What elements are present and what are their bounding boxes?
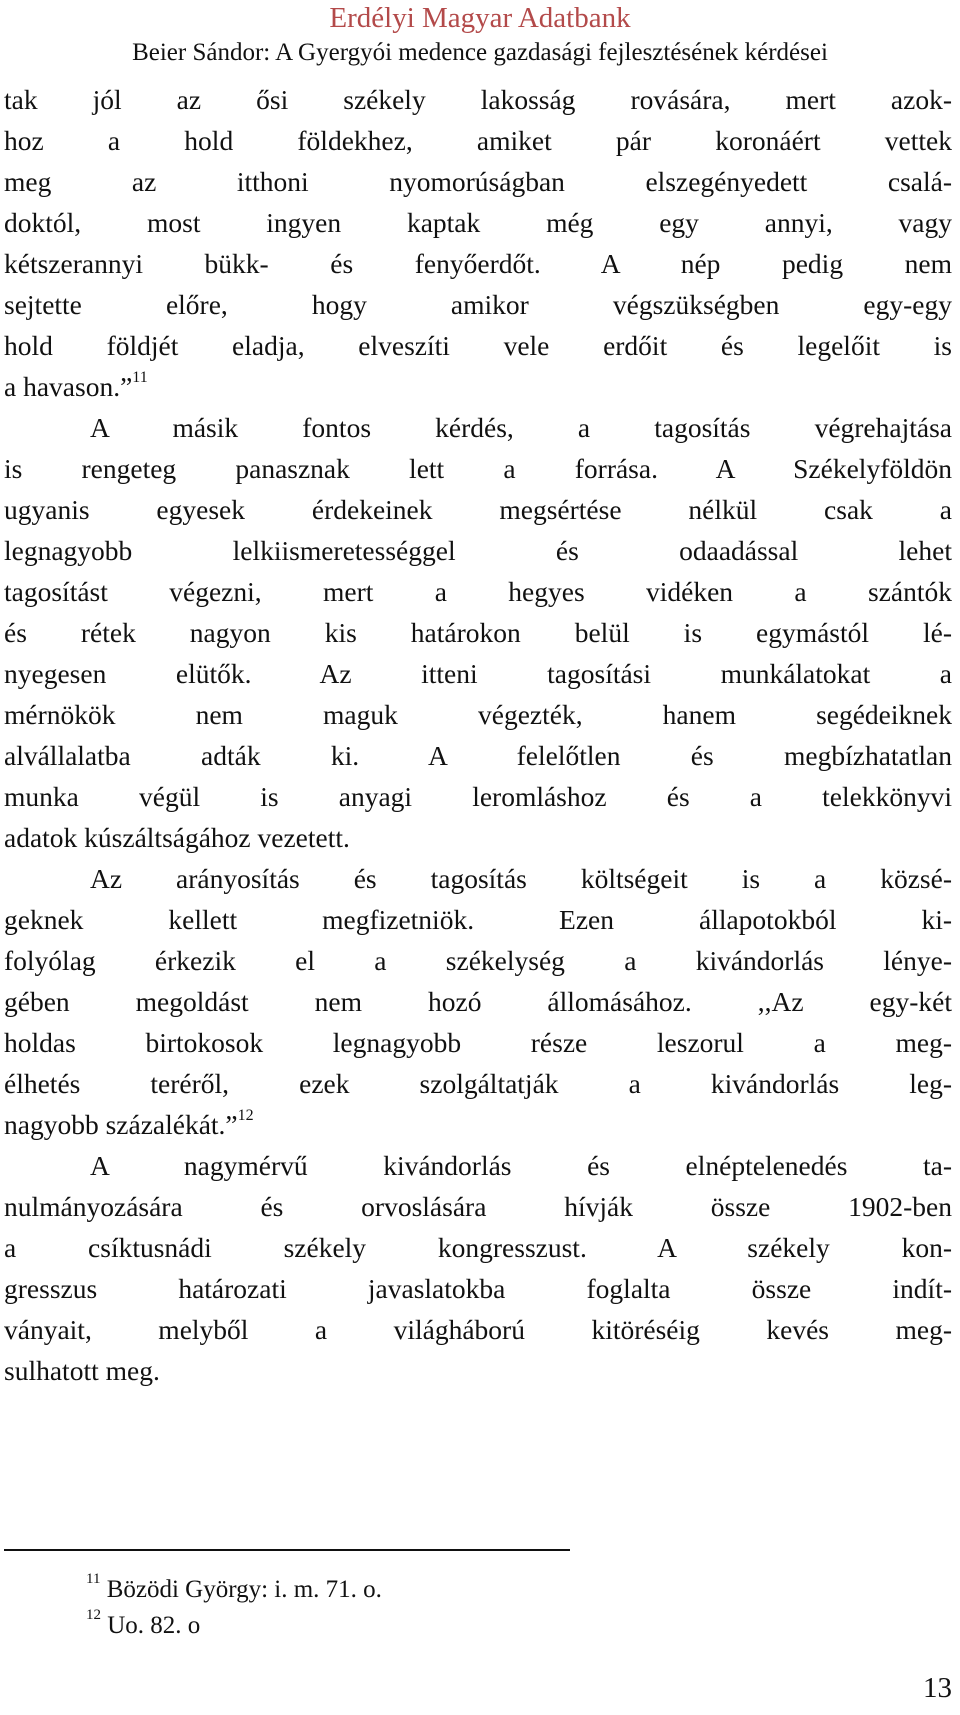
text-line-content: meg az itthoni nyomorúságban elszegényedett csalá- <box>4 166 952 197</box>
text-line-content: ványait, melyből a világháború kitöréséig kevés meg- <box>4 1314 952 1345</box>
site-title: Erdélyi Magyar Adatbank <box>329 2 631 34</box>
footnote-ref: 11 <box>132 368 148 386</box>
text-line <box>4 489 952 530</box>
footnote-text: Uo. 82. o <box>101 1612 201 1639</box>
text-line-content: folyólag érkezik el a székelység a kivándorlás lénye- <box>4 945 952 976</box>
text-line <box>4 530 952 571</box>
text-line-content: geknek kellett megfizetniök. Ezen állapotokból ki- <box>4 904 952 935</box>
text-line <box>4 448 952 489</box>
text-line-content: A másik fontos kérdés, a tagosítás végrehajtása <box>90 412 952 443</box>
page-number: 13 <box>923 1672 952 1704</box>
text-line-content: nulmányozására és orvoslására hívják össze 1902-ben <box>4 1191 952 1222</box>
text-line <box>4 1268 952 1309</box>
text-line-content: ugyanis egyesek érdekeinek megsértése nélkül csak a <box>4 494 952 525</box>
text-line <box>4 653 952 694</box>
text-line-content: tagosítást végezni, mert a hegyes vidéken a szántók <box>4 576 952 607</box>
text-line <box>4 120 952 161</box>
text-line <box>4 858 952 899</box>
text-line <box>4 940 952 981</box>
footnote-number: 12 <box>86 1606 101 1623</box>
text-line-content: gében megoldást nem hozó állomásához. ,,Az egy-két <box>4 986 952 1017</box>
footnote-divider <box>4 1549 570 1551</box>
text-line <box>4 1104 952 1145</box>
text-line <box>4 1063 952 1104</box>
text-line <box>4 161 952 202</box>
footnote-number: 11 <box>86 1570 101 1587</box>
footnote-ref: 12 <box>237 1106 254 1124</box>
text-line-content: alvállalatba adták ki. A felelőtlen és megbízhatatlan <box>4 740 952 771</box>
text-line <box>4 694 952 735</box>
text-line-content: tak jól az ősi székely lakosság rovására, mert azok- <box>4 84 952 115</box>
text-line-content: holdas birtokosok legnagyobb része leszorul a meg- <box>4 1027 952 1058</box>
text-line-content: a havason.” <box>4 371 133 402</box>
text-line-content: élhetés teréről, ezek szolgáltatják a kivándorlás leg- <box>4 1068 952 1099</box>
text-line-content: gresszus határozati javaslatokba foglalta össze indít- <box>4 1273 952 1304</box>
footnote <box>86 1572 382 1608</box>
text-line-content: A nagymérvű kivándorlás és elnéptelenedés ta- <box>90 1150 952 1181</box>
footnote <box>86 1608 382 1644</box>
text-line <box>4 899 952 940</box>
footnote-text: Bözödi György: i. m. 71. o. <box>100 1576 382 1603</box>
text-line-content: nagyobb százalékát.” <box>4 1109 238 1140</box>
text-line-content: munka végül is anyagi leromláshoz és a telekkönyvi <box>4 781 952 812</box>
body-text <box>4 79 952 1391</box>
text-line <box>4 981 952 1022</box>
text-line <box>4 1350 952 1391</box>
text-line <box>4 284 952 325</box>
text-line <box>4 1022 952 1063</box>
text-line-content: Az arányosítás és tagosítás költségeit is a közsé- <box>90 863 952 894</box>
text-line-content: kétszerannyi bükk- és fenyőerdőt. A nép pedig nem <box>4 248 952 279</box>
text-line <box>4 325 952 366</box>
text-line-content: legnagyobb lelkiismeretességgel és odaadással lehet <box>4 535 952 566</box>
text-line <box>4 202 952 243</box>
text-line-content: adatok kúszáltságához vezetett. <box>4 822 350 853</box>
text-line <box>4 366 952 407</box>
text-line-content: sejtette előre, hogy amikor végszükségben egy-egy <box>4 289 952 320</box>
text-line-content: nyegesen elütők. Az itteni tagosítási munkálatokat a <box>4 658 952 689</box>
text-line <box>4 243 952 284</box>
text-line <box>4 571 952 612</box>
text-line-content: a csíktusnádi székely kongresszust. A székely kon- <box>4 1232 952 1263</box>
text-line <box>4 1145 952 1186</box>
text-line <box>4 817 952 858</box>
text-line-content: mérnökök nem maguk végezték, hanem segédeiknek <box>4 699 952 730</box>
footnotes <box>86 1572 382 1644</box>
text-line <box>4 612 952 653</box>
text-line-content: is rengeteg panasznak lett a forrása. A Székelyföldön <box>4 453 952 484</box>
text-line-content: hoz a hold földekhez, amiket pár koronáért vettek <box>4 125 952 156</box>
text-line <box>4 1186 952 1227</box>
text-line <box>4 776 952 817</box>
text-line <box>4 407 952 448</box>
text-line-content: sulhatott meg. <box>4 1355 160 1386</box>
text-line-content: doktól, most ingyen kaptak még egy annyi, vagy <box>4 207 952 238</box>
text-line <box>4 1309 952 1350</box>
text-line <box>4 1227 952 1268</box>
document-title: Beier Sándor: A Gyergyói medence gazdasági fejlesztésének kérdései <box>132 39 828 66</box>
text-line-content: hold földjét eladja, elveszíti vele erdőit és legelőit is <box>4 330 952 361</box>
text-line-content: és rétek nagyon kis határokon belül is egymástól lé- <box>4 617 952 648</box>
text-line <box>4 735 952 776</box>
text-line <box>4 79 952 120</box>
